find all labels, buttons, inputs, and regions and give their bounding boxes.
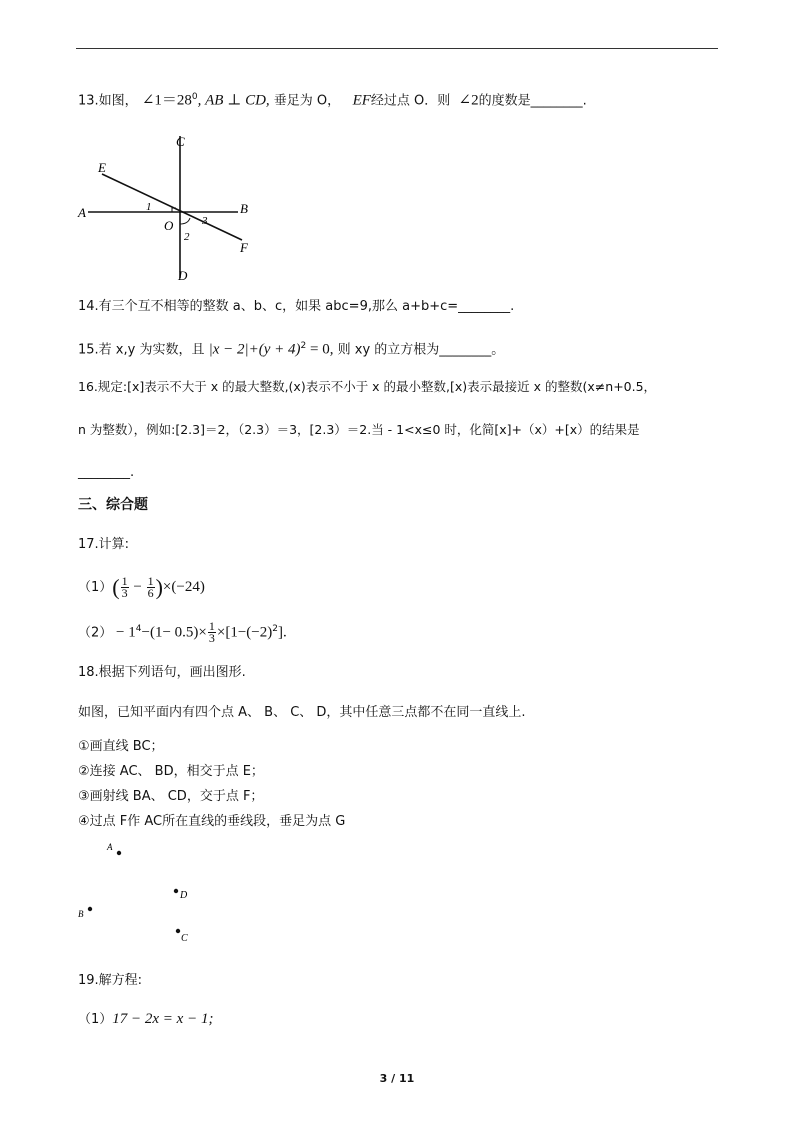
frac-1-3b: $\frac{1}{3}$	[208, 619, 215, 646]
q17-p1-label: （1）	[78, 580, 113, 595]
q15-exponent: 2	[300, 341, 307, 351]
q13-blank: ________.	[530, 93, 587, 109]
angle-2-arc	[180, 218, 190, 224]
q13-condition: , AB ⊥ CD,	[197, 92, 270, 109]
question-14: 14.有三个互不相等的整数 a、b、c，如果 abc=9,那么 a+b+c=________.	[78, 299, 515, 314]
frac-1-3: $\frac{1}{3}$	[121, 574, 128, 600]
label-c: C	[176, 134, 185, 149]
question-18-step3: ③画射线 BA、 CD，交于点 F；	[78, 789, 264, 804]
label-angle-1: 1	[146, 201, 152, 213]
label-f: F	[240, 240, 248, 255]
page-number: 3 / 11	[379, 1072, 415, 1085]
label-e: E	[98, 160, 106, 175]
question-18-step4: ④过点 F作 AC所在直线的垂线段，垂足为点 G	[78, 814, 346, 829]
question-19-title: 19.解方程:	[78, 973, 143, 988]
q13-suffix: 的度数是	[478, 93, 531, 109]
label-angle-2: 2	[184, 231, 190, 243]
question-18-step2: ②连接 AC、 BD，相交于点 E；	[78, 764, 264, 779]
question-16-line1: 16.规定:[x]表示不大于 x 的最大整数,(x)表示不小于 x 的最小整数,[x)表示最接近 x 的整数(x≠n+0.5，	[78, 379, 657, 394]
question-19-part1	[78, 1010, 213, 1029]
question-17-part1: （1）( $\frac{1}{3}$ − $\frac{1}{6}$ )×(−24)	[78, 574, 205, 600]
question-17-title: 17.计算:	[78, 537, 130, 552]
q15-prefix: 15.若 x,y 为实数，且	[78, 342, 205, 358]
figure-18	[76, 836, 216, 948]
q17-p1-rest: ×(−24)	[162, 579, 205, 595]
label-b: B	[240, 201, 248, 216]
q15-equals: = 0,	[306, 341, 334, 358]
question-17-part2: $(2) - 1^4-(1- 0.5)\times$ $\frac{1}{3}$ $\times[1-(-2)^2]$.	[78, 619, 287, 646]
point-c-label: C	[181, 933, 188, 944]
q13-ef: EF	[352, 92, 371, 109]
q15-square: +(y + 4)	[248, 341, 301, 358]
q13-degree: 0	[191, 92, 198, 102]
question-18-step1: ①画直线 BC；	[78, 739, 164, 754]
header-rule	[76, 48, 718, 49]
q19-p1-equation: 17 − 2x = x − 1;	[112, 1011, 214, 1027]
question-16-line2: n 为整数），例如:[2.3]＝2，（2.3）＝3，[2.3）＝2.当 - 1<x≤0 时，化简[x]+（x）+[x）的结果是	[78, 422, 640, 437]
section-title: 三、综合题	[78, 497, 148, 513]
point-a-label: A	[107, 842, 113, 852]
q13-angle2: ∠2	[458, 92, 479, 109]
point-d	[174, 889, 178, 893]
label-d: D	[178, 268, 188, 283]
question-15	[78, 337, 504, 359]
q13-prefix: 13.如图，	[78, 93, 138, 109]
label-angle-3: 3	[202, 215, 208, 227]
question-16-blank: ________.	[78, 465, 135, 480]
q17-p2-label: （2）	[78, 625, 113, 641]
q13-angle1: ∠1＝28	[141, 92, 192, 109]
label-o: O	[164, 218, 174, 233]
q13-through: 经过点 O．则	[370, 93, 451, 109]
q19-p1-label: （1）	[78, 1012, 113, 1027]
point-a	[117, 851, 121, 855]
q15-suffix: 则 xy 的立方根为________。	[333, 342, 505, 358]
figure-13	[76, 128, 266, 286]
q15-abs: |x − 2|	[208, 341, 249, 358]
question-18-title: 18.根据下列语句，画出图形.	[78, 665, 246, 680]
point-b-label: B	[78, 909, 84, 919]
point-d-label: D	[180, 890, 188, 901]
question-18-intro: 如图，已知平面内有四个点 A、 B、 C、 D，其中任意三点都不在同一直线上.	[78, 705, 526, 720]
frac-1-6: $\frac{1}{6}$	[147, 574, 154, 600]
point-b	[88, 907, 92, 911]
question-13	[78, 88, 587, 110]
label-a: A	[78, 205, 86, 220]
point-c	[176, 929, 180, 933]
q13-foot: 垂足为 O，	[269, 93, 341, 109]
